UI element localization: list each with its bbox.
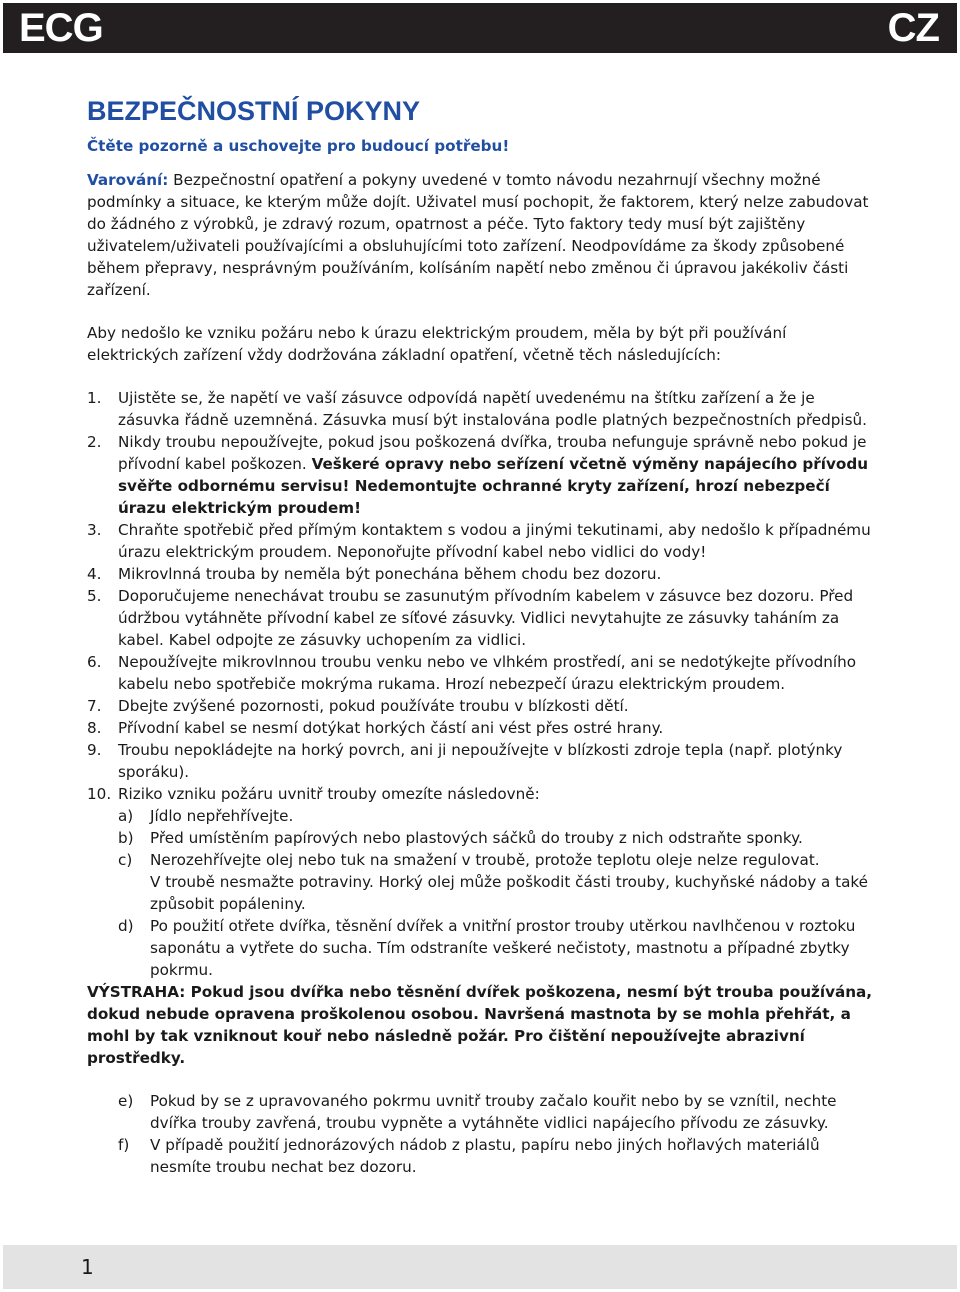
item-number: 10. [87,785,112,803]
item-number: 4. [87,565,102,583]
continued-sub-list [87,1090,877,1178]
item-number: 2. [87,433,102,451]
sub-item-text: V případě použití jednorázových nádob z plastu, papíru nebo jiných hořlavých materiálů nesmíte troubu nechat bez dozoru. [150,1136,820,1176]
item-text: Dbejte zvýšené pozornosti, pokud používáte troubu v blízkosti dětí. [118,697,629,715]
footer-bar [3,1245,957,1289]
sub-item-text: Před umístěním papírových nebo plastových sáčků do trouby z nich odstraňte sponky. [150,829,803,847]
item-bold-text: Veškeré opravy nebo seřízení včetně výměny napájecího přívodu svěřte odbornému servisu! Nedemontujte ochranné kryty zařízení, hrozí nebezpečí úrazu elektrickým proudem! [118,455,869,517]
sub-list-item [118,1090,877,1134]
sub-item-letter: e) [118,1092,134,1110]
item-text: Troubu nepokládejte na horký povrch, ani ji nepoužívejte v blízkosti zdroje tepla (např. plotýnky sporáku). [118,741,843,781]
list-item [87,563,877,585]
sub-list-item [118,849,877,915]
page-title: BEZPEČNOSTNÍ POKYNY [87,96,421,126]
intro-paragraph [87,169,877,301]
sub-item-text: Nerozehřívejte olej nebo tuk na smažení v troubě, protože teplotu oleje nelze regulovat. [150,851,820,869]
item-text: Nepoužívejte mikrovlnnou troubu venku nebo ve vlhkém prostředí, ani se nedotýkejte přívodního kabelu nebo spotřebiče mokrýma rukama. Hrozí nebezpečí úrazu elektrickým proudem. [118,653,857,693]
item-number: 6. [87,653,102,671]
item-text: Ujistěte se, že napětí ve vaší zásuvce odpovídá napětí uvedenému na štítku zařízení a že je zásuvka řádně uzemněná. Zásuvka musí být instalována podle platných bezpečnostních předpisů. [118,389,868,429]
item-text: Mikrovlnná trouba by neměla být ponechána během chodu bez dozoru. [118,565,662,583]
list-item [87,783,877,981]
list-item [87,651,877,695]
item-text: Přívodní kabel se nesmí dotýkat horkých částí ani vést přes ostré hrany. [118,719,664,737]
item-text: Nikdy troubu nepoužívejte, pokud jsou poškozená dvířka, trouba nefunguje správně nebo pokud je přívodní kabel poškozen. [118,433,867,473]
list-item [87,695,877,717]
sub-item-text: Po použití otřete dvířka, těsnění dvířek a vnitřní prostor trouby utěrkou navlhčenou v roztoku saponátu a vytřete do sucha. Tím odstraníte veškeré nečistoty, mastnotu a případné zbytky pokrmu. [150,917,856,979]
item-number: 9. [87,741,102,759]
item-text: Riziko vzniku požáru uvnitř trouby omezíte následovně: [118,785,540,803]
sub-item-letter: a) [118,807,134,825]
list-item [87,585,877,651]
list-item [87,431,877,519]
list-item [87,519,877,563]
sub-item-letter: c) [118,851,133,869]
item-number: 5. [87,587,102,605]
sub-item-text: Pokud by se z upravovaného pokrmu uvnitř trouby začalo kouřit nebo by se vznítil, nechte dvířka trouby zavřená, troubu vypněte a vytáhněte vidlici napájecího přívodu ze zásuvky. [150,1092,837,1132]
language-code: CZ [887,6,939,50]
item-number: 7. [87,697,102,715]
item-number: 8. [87,719,102,737]
sub-item-text: Jídlo nepřehřívejte. [150,807,294,825]
sub-item-letter: d) [118,917,134,935]
warning-label: Varování: [87,171,169,189]
list-item [87,717,877,739]
brand-logo: ECG [19,6,103,50]
sub-list-item [118,1134,877,1178]
sub-item-text-continued: V troubě nesmažte potraviny. Horký olej může poškodit části trouby, kuchyňské nádoby a také způsobit popáleniny. [150,873,868,913]
item-text: Doporučujeme nenechávat troubu se zasunutým přívodním kabelem v zásuvce bez dozoru. Před údržbou vytáhněte přívodní kabel ze síťové zásuvky. Vidlici nevytahujte ze zásuvky taháním za kabel. Kabel odpojte ze zásuvky uchopením za vidlici. [118,587,854,649]
item-number: 3. [87,521,102,539]
page-number: 1 [81,1255,94,1279]
sub-item-letter: f) [118,1136,130,1154]
item-number: 1. [87,389,102,407]
sub-list-item [118,805,877,827]
safety-list [87,387,877,981]
item-text: Chraňte spotřebič před přímým kontaktem s vodou a jinými tekutinami, aby nedošlo k případnému úrazu elektrickým proudem. Neponořujte přívodní kabel nebo vidlici do vody! [118,521,871,561]
list-item [87,387,877,431]
subtitle: Čtěte pozorně a uschovejte pro budoucí potřebu! [87,137,510,155]
intro-text: Bezpečnostní opatření a pokyny uvedené v tomto návodu nezahrnují všechny možné podmínky a situace, ke kterým může dojít. Uživatel musí pochopit, že faktorem, který nelze zabudovat do žádného z výrobků, je zdravý rozum, opatrnost a péče. Tyto faktory tedy musí být zajištěny uživatelem/uživateli používajícími a obsluhujícími toto zařízení. Neodpovídáme za škody způsobené během přepravy, nesprávným používáním, kolísáním napětí nebo změnou či úpravou jakékoliv části zařízení. [87,171,869,299]
document-body [87,95,877,1178]
warning-block: VÝSTRAHA: Pokud jsou dvířka nebo těsnění dvířek poškozena, nesmí být trouba používána, dokud nebude opravena proškolenou osobou. Navršená mastnota by se mohla přehřát, a mohl by tak vzniknout kouř nebo následně požár. Pro čištění nepoužívejte abrazivní prostředky. [87,983,873,1067]
list-item [87,739,877,783]
fire-intro-paragraph: Aby nedošlo ke vzniku požáru nebo k úrazu elektrickým proudem, měla by být při používání elektrických zařízení vždy dodržována základní opatření, včetně těch následujících: [87,324,787,364]
header-bar [3,3,957,53]
sub-item-letter: b) [118,829,134,847]
sub-list-item [118,915,877,981]
sub-list-item [118,827,877,849]
sub-list [118,805,877,981]
